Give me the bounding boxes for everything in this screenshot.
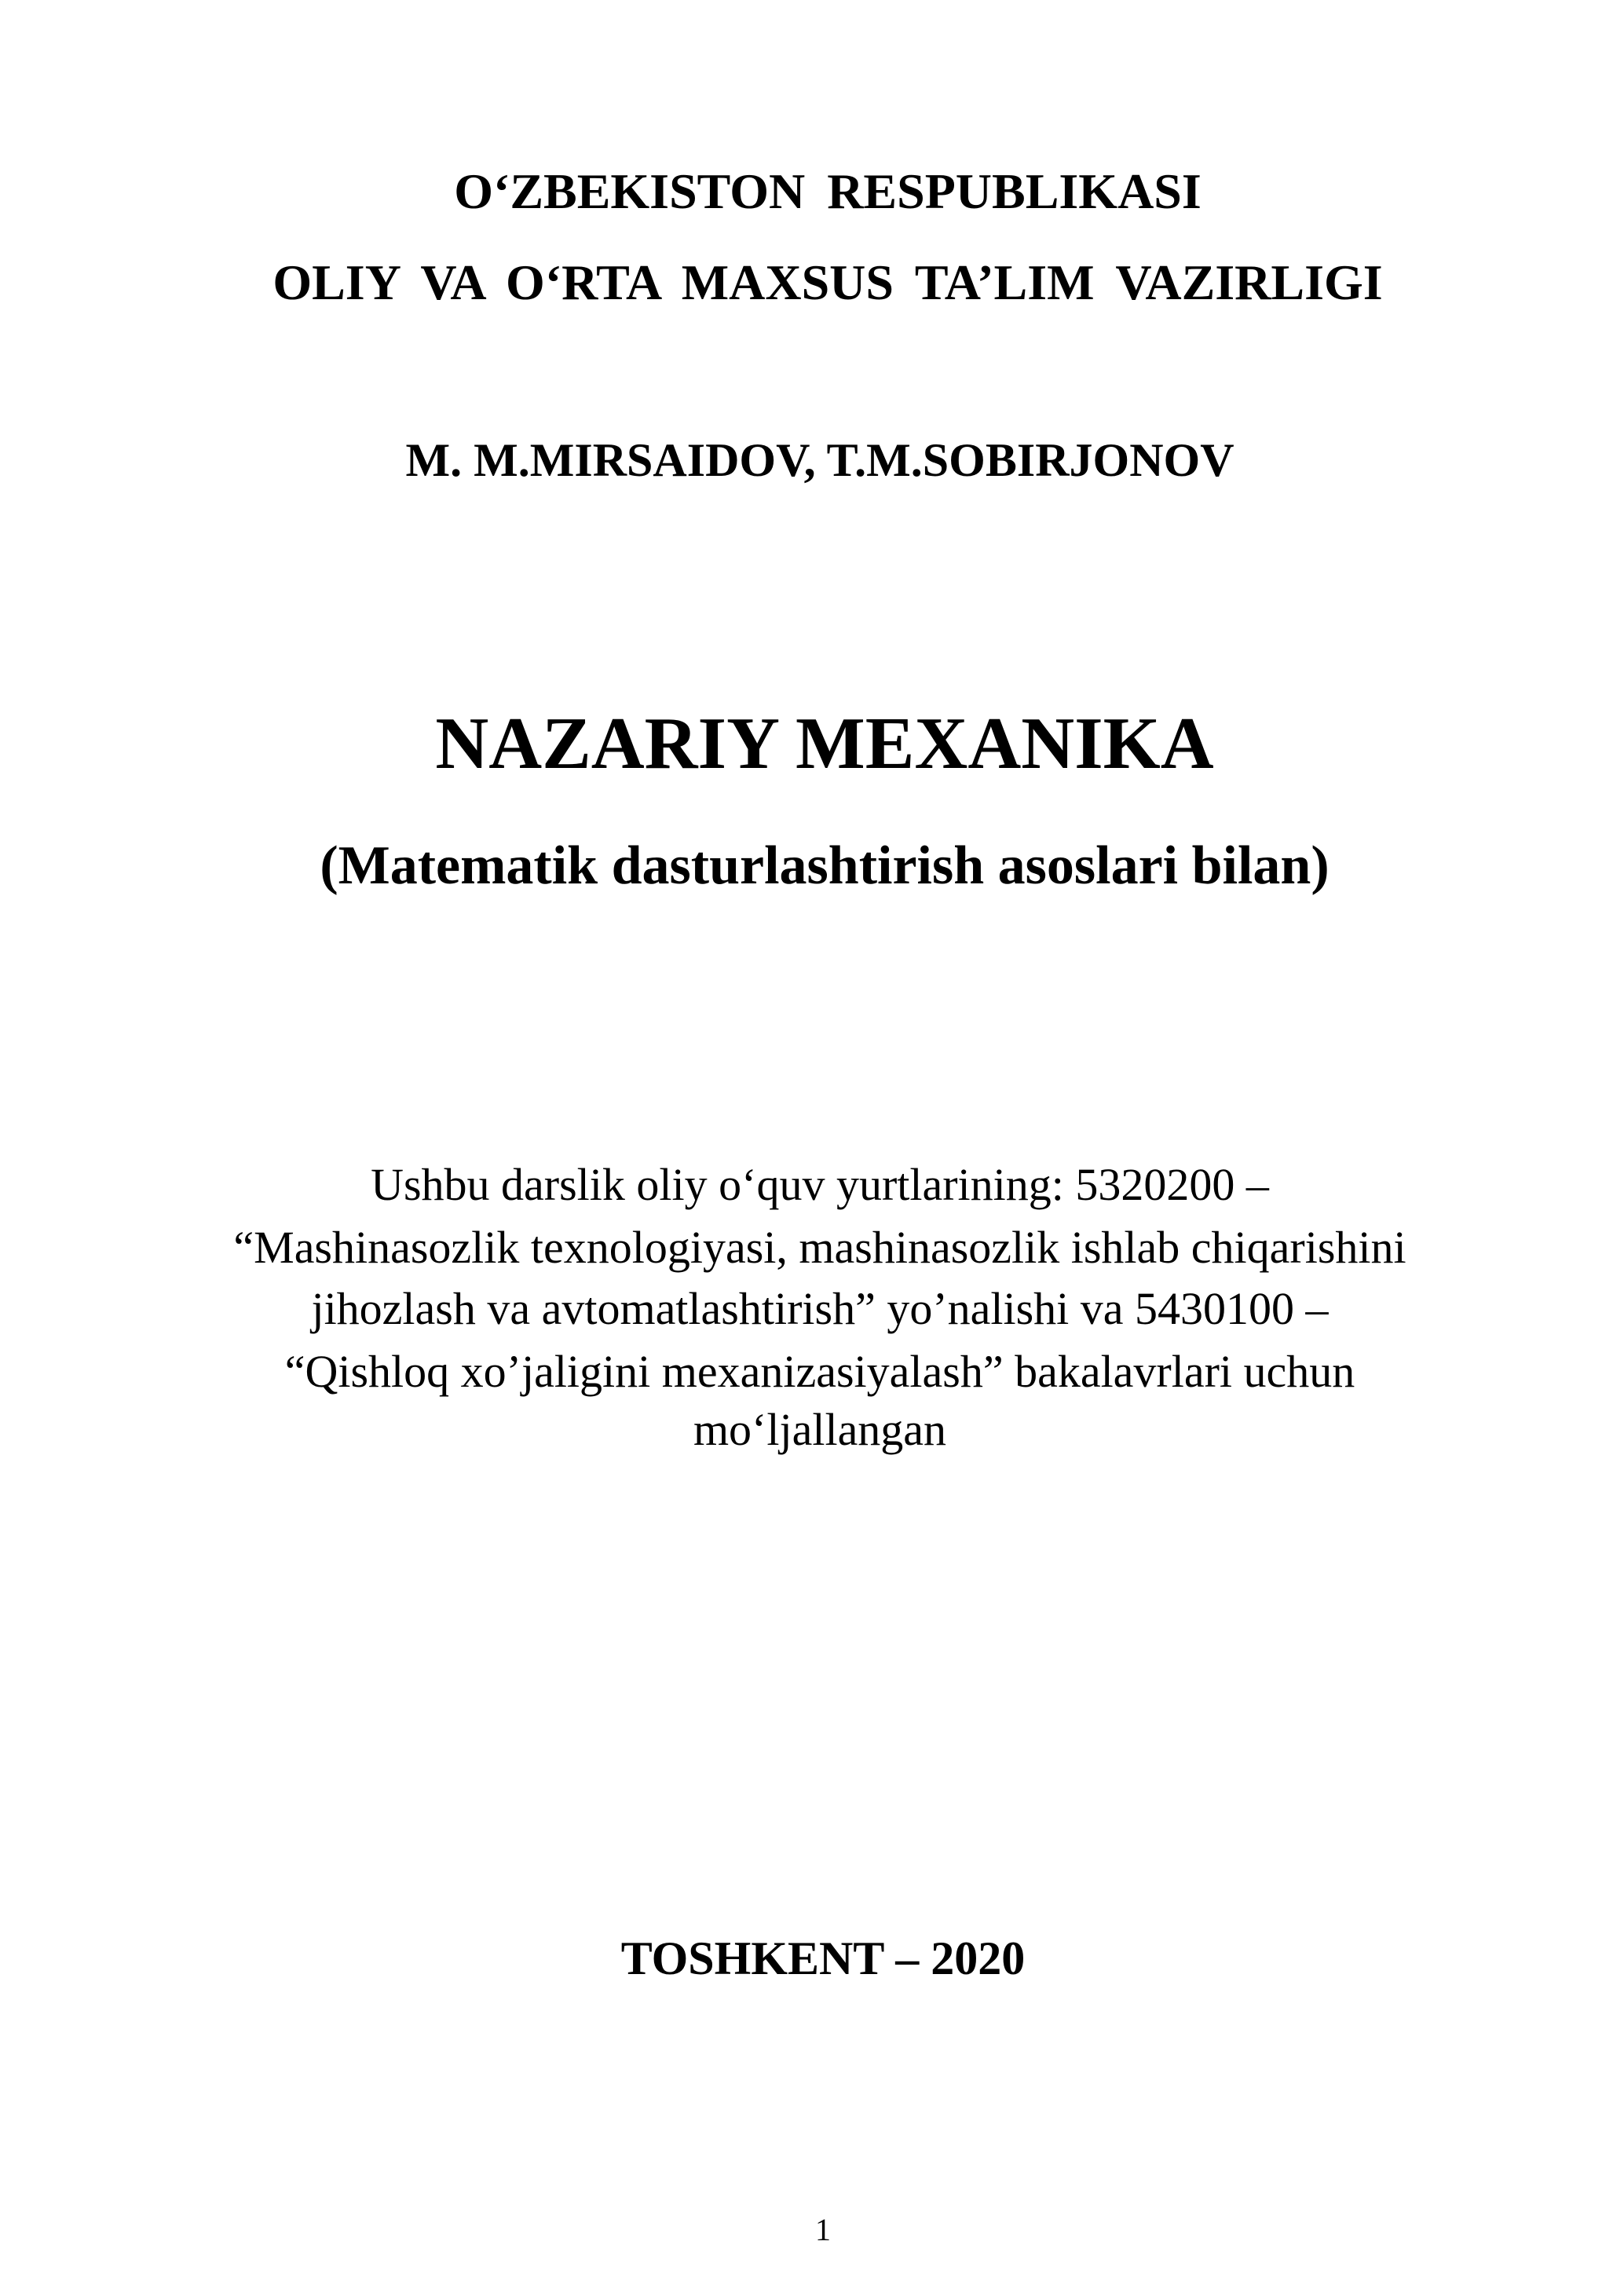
description-line: jihozlash va avtomatlashtirish” yo’nalishi va 5430100 – — [311, 1283, 1329, 1334]
description-line: “Qishloq xo’jaligini mexanizasiyalash” bakalavrlari uchun — [284, 1346, 1355, 1397]
description-line: mo‘ljallangan — [693, 1404, 947, 1455]
description-line: “Mashinasozlik texnologiyasi, mashinasozlik ishlab chiqarishini — [233, 1222, 1406, 1273]
authors: M. M.MIRSAIDOV, T.M.SOBIRJONOV — [405, 434, 1234, 486]
book-subtitle: (Matematik dasturlashtirish asoslari bilan) — [320, 835, 1330, 896]
description-line: Ushbu darslik oliy o‘quv yurtlarining: 5320200 – — [371, 1159, 1269, 1210]
book-title: NAZARIY MEXANIKA — [435, 703, 1214, 784]
page-number: 1 — [815, 2212, 831, 2247]
country-heading: O‘ZBEKISTON RESPUBLIKASI — [454, 163, 1202, 219]
place-and-year: TOSHKENT – 2020 — [620, 1932, 1026, 1984]
ministry-heading: OLIY VA O‘RTA MAXSUS TA’LIM VAZIRLIGI — [272, 254, 1383, 310]
